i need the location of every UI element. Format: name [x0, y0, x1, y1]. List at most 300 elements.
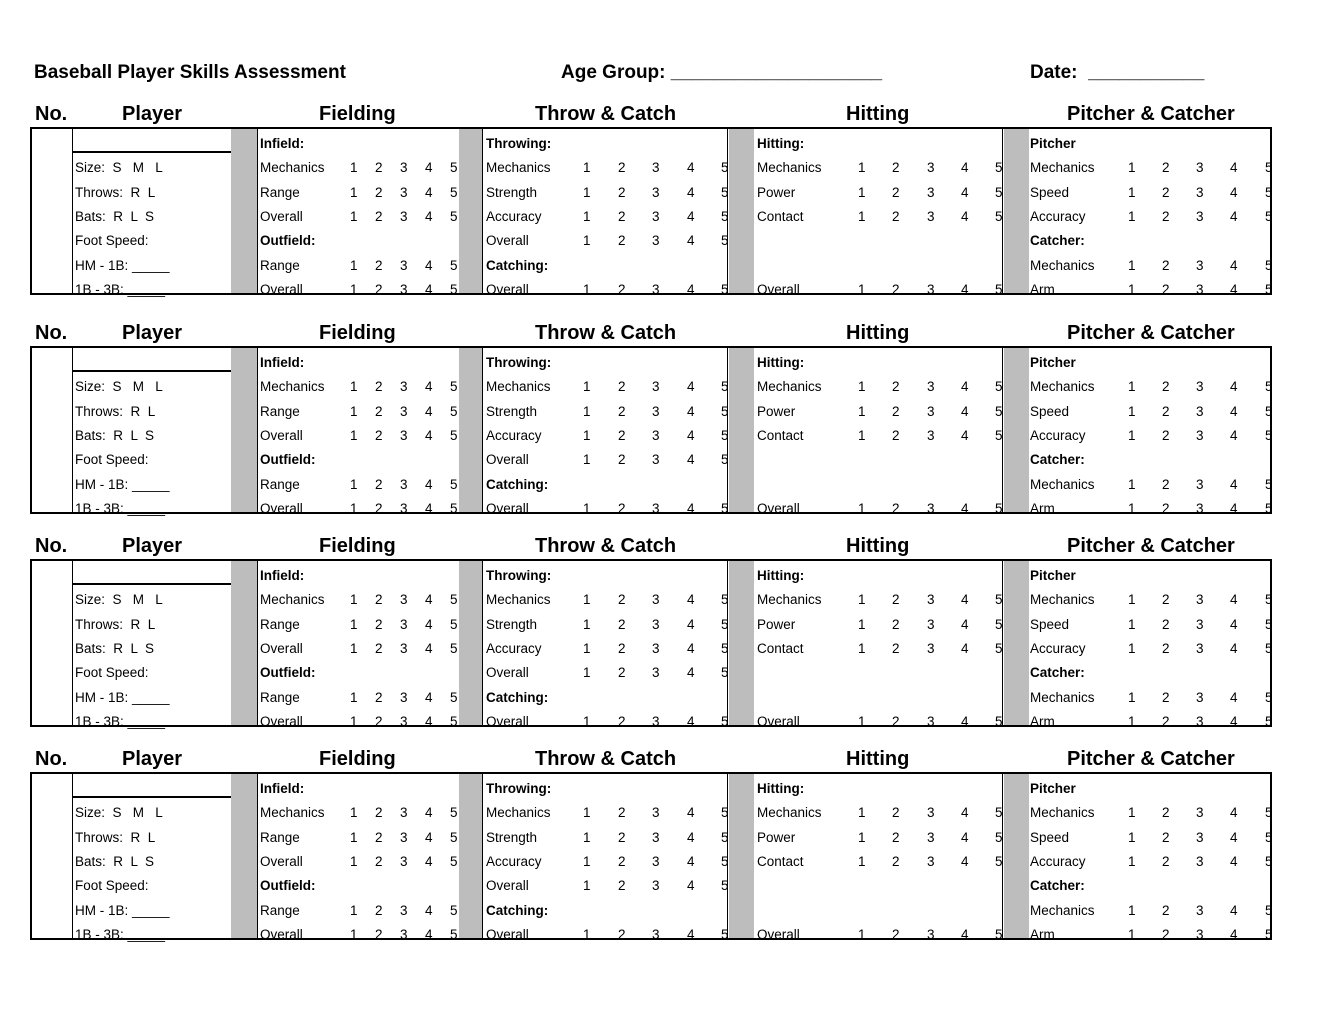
rating-option[interactable]: 5	[721, 501, 729, 516]
rating-option[interactable]: 4	[425, 592, 433, 607]
rating-option[interactable]: 4	[687, 714, 695, 729]
rating-option[interactable]: 3	[652, 379, 660, 394]
rating-option[interactable]: 5	[721, 714, 729, 729]
rating-option[interactable]: 1	[583, 665, 591, 680]
rating-option[interactable]: 4	[961, 428, 969, 443]
player-attribute[interactable]: Foot Speed:	[75, 452, 149, 467]
rating-option[interactable]: 1	[858, 805, 866, 820]
rating-option[interactable]: 4	[687, 501, 695, 516]
rating-option[interactable]: 5	[721, 878, 729, 893]
rating-option[interactable]: 5	[995, 404, 1003, 419]
rating-option[interactable]: 1	[1128, 209, 1136, 224]
rating-option[interactable]: 5	[995, 428, 1003, 443]
rating-option[interactable]: 2	[375, 830, 383, 845]
rating-option[interactable]: 1	[1128, 927, 1136, 942]
rating-option[interactable]: 2	[375, 690, 383, 705]
rating-option[interactable]: 5	[450, 258, 458, 273]
rating-option[interactable]: 5	[1265, 160, 1273, 175]
rating-option[interactable]: 3	[1196, 805, 1204, 820]
rating-option[interactable]: 3	[400, 379, 408, 394]
rating-option[interactable]: 2	[1162, 428, 1170, 443]
rating-option[interactable]: 4	[1230, 501, 1238, 516]
rating-option[interactable]: 4	[687, 854, 695, 869]
rating-option[interactable]: 1	[350, 830, 358, 845]
rating-option[interactable]: 4	[1230, 592, 1238, 607]
rating-option[interactable]: 4	[425, 854, 433, 869]
rating-option[interactable]: 1	[858, 854, 866, 869]
rating-option[interactable]: 2	[1162, 404, 1170, 419]
rating-option[interactable]: 4	[1230, 927, 1238, 942]
rating-option[interactable]: 5	[450, 501, 458, 516]
rating-option[interactable]: 1	[1128, 641, 1136, 656]
rating-option[interactable]: 2	[375, 282, 383, 297]
player-attribute[interactable]: Bats: R L S	[75, 428, 155, 443]
rating-option[interactable]: 5	[450, 185, 458, 200]
player-attribute[interactable]: HM - 1B: _____	[75, 477, 170, 492]
rating-option[interactable]: 1	[858, 282, 866, 297]
rating-option[interactable]: 3	[652, 714, 660, 729]
rating-option[interactable]: 3	[400, 617, 408, 632]
rating-option[interactable]: 3	[1196, 592, 1204, 607]
rating-option[interactable]: 3	[1196, 379, 1204, 394]
rating-option[interactable]: 2	[618, 830, 626, 845]
rating-option[interactable]: 4	[687, 233, 695, 248]
rating-option[interactable]: 1	[858, 209, 866, 224]
rating-option[interactable]: 1	[858, 617, 866, 632]
rating-option[interactable]: 4	[1230, 830, 1238, 845]
player-attribute[interactable]: HM - 1B: _____	[75, 690, 170, 705]
rating-option[interactable]: 4	[961, 209, 969, 224]
player-attribute[interactable]: Bats: R L S	[75, 854, 155, 869]
rating-option[interactable]: 3	[927, 209, 935, 224]
rating-option[interactable]: 1	[350, 805, 358, 820]
rating-option[interactable]: 4	[1230, 903, 1238, 918]
rating-option[interactable]: 3	[1196, 477, 1204, 492]
rating-option[interactable]: 2	[1162, 185, 1170, 200]
rating-option[interactable]: 1	[350, 477, 358, 492]
rating-option[interactable]: 2	[1162, 592, 1170, 607]
rating-option[interactable]: 4	[425, 428, 433, 443]
rating-option[interactable]: 3	[652, 209, 660, 224]
rating-option[interactable]: 4	[1230, 209, 1238, 224]
rating-option[interactable]: 5	[721, 209, 729, 224]
rating-option[interactable]: 5	[450, 690, 458, 705]
rating-option[interactable]: 5	[1265, 428, 1273, 443]
rating-option[interactable]: 3	[652, 282, 660, 297]
rating-option[interactable]: 1	[1128, 714, 1136, 729]
rating-option[interactable]: 5	[1265, 690, 1273, 705]
player-attribute[interactable]: HM - 1B: _____	[75, 258, 170, 273]
rating-option[interactable]: 1	[350, 854, 358, 869]
rating-option[interactable]: 4	[687, 160, 695, 175]
rating-option[interactable]: 2	[892, 404, 900, 419]
rating-option[interactable]: 4	[1230, 714, 1238, 729]
rating-option[interactable]: 1	[858, 185, 866, 200]
rating-option[interactable]: 2	[892, 501, 900, 516]
rating-option[interactable]: 2	[1162, 379, 1170, 394]
rating-option[interactable]: 4	[687, 209, 695, 224]
rating-option[interactable]: 3	[1196, 617, 1204, 632]
rating-option[interactable]: 4	[961, 830, 969, 845]
rating-option[interactable]: 5	[995, 282, 1003, 297]
rating-option[interactable]: 2	[1162, 258, 1170, 273]
rating-option[interactable]: 1	[350, 501, 358, 516]
rating-option[interactable]: 4	[425, 830, 433, 845]
rating-option[interactable]: 5	[450, 282, 458, 297]
rating-option[interactable]: 4	[961, 160, 969, 175]
rating-option[interactable]: 1	[1128, 185, 1136, 200]
rating-option[interactable]: 3	[1196, 209, 1204, 224]
rating-option[interactable]: 4	[687, 927, 695, 942]
rating-option[interactable]: 4	[425, 903, 433, 918]
rating-option[interactable]: 4	[1230, 379, 1238, 394]
rating-option[interactable]: 1	[1128, 805, 1136, 820]
rating-option[interactable]: 5	[721, 665, 729, 680]
rating-option[interactable]: 4	[1230, 641, 1238, 656]
rating-option[interactable]: 3	[652, 665, 660, 680]
rating-option[interactable]: 4	[961, 617, 969, 632]
date-field[interactable]: Date: ___________	[1030, 62, 1205, 83]
rating-option[interactable]: 4	[425, 501, 433, 516]
rating-option[interactable]: 2	[375, 428, 383, 443]
rating-option[interactable]: 3	[400, 185, 408, 200]
rating-option[interactable]: 4	[961, 282, 969, 297]
rating-option[interactable]: 3	[927, 641, 935, 656]
rating-option[interactable]: 3	[927, 592, 935, 607]
rating-option[interactable]: 4	[961, 592, 969, 607]
rating-option[interactable]: 3	[652, 927, 660, 942]
rating-option[interactable]: 5	[721, 592, 729, 607]
rating-option[interactable]: 2	[618, 854, 626, 869]
rating-option[interactable]: 4	[1230, 160, 1238, 175]
rating-option[interactable]: 1	[583, 854, 591, 869]
rating-option[interactable]: 3	[1196, 258, 1204, 273]
rating-option[interactable]: 5	[1265, 854, 1273, 869]
rating-option[interactable]: 4	[425, 927, 433, 942]
rating-option[interactable]: 2	[892, 714, 900, 729]
rating-option[interactable]: 2	[618, 379, 626, 394]
rating-option[interactable]: 2	[618, 714, 626, 729]
rating-option[interactable]: 3	[927, 185, 935, 200]
rating-option[interactable]: 3	[400, 690, 408, 705]
rating-option[interactable]: 2	[375, 805, 383, 820]
rating-option[interactable]: 2	[1162, 477, 1170, 492]
rating-option[interactable]: 3	[652, 185, 660, 200]
rating-option[interactable]: 5	[450, 927, 458, 942]
rating-option[interactable]: 5	[1265, 903, 1273, 918]
rating-option[interactable]: 1	[583, 452, 591, 467]
rating-option[interactable]: 4	[961, 501, 969, 516]
rating-option[interactable]: 1	[858, 714, 866, 729]
rating-option[interactable]: 3	[400, 854, 408, 869]
rating-option[interactable]: 5	[1265, 209, 1273, 224]
rating-option[interactable]: 1	[350, 903, 358, 918]
rating-option[interactable]: 5	[721, 617, 729, 632]
rating-option[interactable]: 3	[400, 501, 408, 516]
rating-option[interactable]: 5	[721, 805, 729, 820]
player-attribute[interactable]: Size: S M L	[75, 160, 163, 175]
rating-option[interactable]: 5	[450, 617, 458, 632]
rating-option[interactable]: 1	[1128, 830, 1136, 845]
rating-option[interactable]: 2	[618, 501, 626, 516]
player-name-field[interactable]	[72, 151, 231, 153]
player-name-field[interactable]	[72, 370, 231, 372]
rating-option[interactable]: 5	[1265, 379, 1273, 394]
rating-option[interactable]: 5	[721, 452, 729, 467]
rating-option[interactable]: 5	[995, 185, 1003, 200]
rating-option[interactable]: 2	[1162, 641, 1170, 656]
rating-option[interactable]: 2	[375, 160, 383, 175]
rating-option[interactable]: 2	[1162, 617, 1170, 632]
rating-option[interactable]: 1	[858, 428, 866, 443]
rating-option[interactable]: 2	[892, 830, 900, 845]
rating-option[interactable]: 2	[1162, 854, 1170, 869]
rating-option[interactable]: 3	[652, 501, 660, 516]
rating-option[interactable]: 5	[450, 805, 458, 820]
rating-option[interactable]: 4	[425, 282, 433, 297]
rating-option[interactable]: 1	[1128, 903, 1136, 918]
rating-option[interactable]: 2	[618, 641, 626, 656]
rating-option[interactable]: 4	[1230, 404, 1238, 419]
rating-option[interactable]: 2	[892, 805, 900, 820]
rating-option[interactable]: 1	[858, 830, 866, 845]
player-attribute[interactable]: HM - 1B: _____	[75, 903, 170, 918]
rating-option[interactable]: 3	[927, 927, 935, 942]
rating-option[interactable]: 4	[425, 185, 433, 200]
rating-option[interactable]: 2	[375, 209, 383, 224]
rating-option[interactable]: 4	[1230, 258, 1238, 273]
rating-option[interactable]: 2	[618, 160, 626, 175]
rating-option[interactable]: 3	[652, 617, 660, 632]
rating-option[interactable]: 1	[1128, 282, 1136, 297]
rating-option[interactable]: 2	[375, 404, 383, 419]
rating-option[interactable]: 4	[1230, 477, 1238, 492]
rating-option[interactable]: 2	[375, 379, 383, 394]
player-attribute[interactable]: Throws: R L	[75, 404, 156, 419]
rating-option[interactable]: 4	[425, 617, 433, 632]
rating-option[interactable]: 5	[721, 185, 729, 200]
rating-option[interactable]: 1	[350, 641, 358, 656]
rating-option[interactable]: 2	[618, 428, 626, 443]
rating-option[interactable]: 3	[927, 404, 935, 419]
rating-option[interactable]: 1	[583, 927, 591, 942]
rating-option[interactable]: 1	[583, 617, 591, 632]
player-attribute[interactable]: Foot Speed:	[75, 878, 149, 893]
rating-option[interactable]: 4	[687, 185, 695, 200]
rating-option[interactable]: 1	[858, 379, 866, 394]
rating-option[interactable]: 2	[892, 927, 900, 942]
rating-option[interactable]: 1	[858, 641, 866, 656]
rating-option[interactable]: 4	[1230, 617, 1238, 632]
rating-option[interactable]: 3	[927, 830, 935, 845]
rating-option[interactable]: 1	[1128, 379, 1136, 394]
rating-option[interactable]: 5	[1265, 404, 1273, 419]
rating-option[interactable]: 2	[892, 209, 900, 224]
rating-option[interactable]: 4	[1230, 282, 1238, 297]
rating-option[interactable]: 4	[425, 160, 433, 175]
rating-option[interactable]: 4	[961, 404, 969, 419]
rating-option[interactable]: 3	[927, 428, 935, 443]
rating-option[interactable]: 5	[721, 404, 729, 419]
rating-option[interactable]: 3	[1196, 830, 1204, 845]
rating-option[interactable]: 3	[400, 258, 408, 273]
rating-option[interactable]: 1	[583, 282, 591, 297]
rating-option[interactable]: 5	[995, 160, 1003, 175]
rating-option[interactable]: 2	[1162, 501, 1170, 516]
rating-option[interactable]: 3	[400, 404, 408, 419]
rating-option[interactable]: 4	[1230, 185, 1238, 200]
rating-option[interactable]: 3	[1196, 690, 1204, 705]
rating-option[interactable]: 5	[450, 428, 458, 443]
rating-option[interactable]: 3	[400, 641, 408, 656]
rating-option[interactable]: 1	[583, 404, 591, 419]
rating-option[interactable]: 3	[400, 209, 408, 224]
rating-option[interactable]: 2	[892, 428, 900, 443]
rating-option[interactable]: 3	[1196, 903, 1204, 918]
rating-option[interactable]: 5	[1265, 501, 1273, 516]
rating-option[interactable]: 5	[450, 592, 458, 607]
rating-option[interactable]: 5	[995, 501, 1003, 516]
rating-option[interactable]: 4	[961, 641, 969, 656]
rating-option[interactable]: 1	[1128, 501, 1136, 516]
rating-option[interactable]: 5	[995, 830, 1003, 845]
rating-option[interactable]: 2	[618, 233, 626, 248]
rating-option[interactable]: 1	[1128, 592, 1136, 607]
rating-option[interactable]: 2	[1162, 160, 1170, 175]
rating-option[interactable]: 1	[583, 233, 591, 248]
rating-option[interactable]: 1	[583, 641, 591, 656]
rating-option[interactable]: 5	[995, 209, 1003, 224]
rating-option[interactable]: 5	[1265, 592, 1273, 607]
rating-option[interactable]: 1	[350, 379, 358, 394]
rating-option[interactable]: 1	[583, 714, 591, 729]
rating-option[interactable]: 2	[375, 592, 383, 607]
rating-option[interactable]: 3	[400, 830, 408, 845]
player-attribute[interactable]: 1B - 3B: _____	[75, 714, 166, 729]
rating-option[interactable]: 2	[618, 665, 626, 680]
player-attribute[interactable]: Bats: R L S	[75, 641, 155, 656]
rating-option[interactable]: 3	[400, 160, 408, 175]
rating-option[interactable]: 4	[1230, 854, 1238, 869]
rating-option[interactable]: 1	[350, 258, 358, 273]
rating-option[interactable]: 1	[350, 428, 358, 443]
rating-option[interactable]: 2	[375, 617, 383, 632]
rating-option[interactable]: 2	[1162, 714, 1170, 729]
rating-option[interactable]: 4	[687, 452, 695, 467]
player-attribute[interactable]: Foot Speed:	[75, 233, 149, 248]
rating-option[interactable]: 3	[400, 805, 408, 820]
rating-option[interactable]: 2	[892, 160, 900, 175]
rating-option[interactable]: 4	[961, 185, 969, 200]
rating-option[interactable]: 4	[425, 379, 433, 394]
rating-option[interactable]: 2	[375, 258, 383, 273]
rating-option[interactable]: 5	[995, 927, 1003, 942]
rating-option[interactable]: 4	[961, 805, 969, 820]
rating-option[interactable]: 4	[425, 404, 433, 419]
rating-option[interactable]: 3	[400, 592, 408, 607]
rating-option[interactable]: 1	[858, 927, 866, 942]
rating-option[interactable]: 3	[927, 379, 935, 394]
rating-option[interactable]: 5	[721, 160, 729, 175]
rating-option[interactable]: 3	[927, 714, 935, 729]
rating-option[interactable]: 5	[721, 854, 729, 869]
rating-option[interactable]: 2	[1162, 927, 1170, 942]
rating-option[interactable]: 2	[892, 379, 900, 394]
rating-option[interactable]: 5	[995, 854, 1003, 869]
rating-option[interactable]: 4	[425, 477, 433, 492]
rating-option[interactable]: 1	[583, 379, 591, 394]
rating-option[interactable]: 4	[687, 878, 695, 893]
rating-option[interactable]: 1	[1128, 617, 1136, 632]
rating-option[interactable]: 1	[1128, 404, 1136, 419]
rating-option[interactable]: 2	[618, 617, 626, 632]
player-name-field[interactable]	[72, 796, 231, 798]
rating-option[interactable]: 2	[892, 854, 900, 869]
rating-option[interactable]: 3	[1196, 404, 1204, 419]
rating-option[interactable]: 3	[400, 927, 408, 942]
rating-option[interactable]: 1	[350, 714, 358, 729]
rating-option[interactable]: 5	[721, 830, 729, 845]
rating-option[interactable]: 5	[1265, 714, 1273, 729]
rating-option[interactable]: 4	[687, 641, 695, 656]
rating-option[interactable]: 4	[425, 714, 433, 729]
player-attribute[interactable]: Foot Speed:	[75, 665, 149, 680]
rating-option[interactable]: 4	[1230, 428, 1238, 443]
rating-option[interactable]: 1	[350, 404, 358, 419]
rating-option[interactable]: 2	[892, 641, 900, 656]
rating-option[interactable]: 4	[425, 805, 433, 820]
rating-option[interactable]: 1	[1128, 854, 1136, 869]
rating-option[interactable]: 4	[961, 854, 969, 869]
rating-option[interactable]: 2	[375, 927, 383, 942]
rating-option[interactable]: 1	[858, 160, 866, 175]
rating-option[interactable]: 5	[1265, 282, 1273, 297]
rating-option[interactable]: 3	[652, 878, 660, 893]
rating-option[interactable]: 5	[450, 903, 458, 918]
rating-option[interactable]: 2	[892, 617, 900, 632]
rating-option[interactable]: 1	[583, 830, 591, 845]
rating-option[interactable]: 5	[995, 592, 1003, 607]
rating-option[interactable]: 2	[1162, 209, 1170, 224]
rating-option[interactable]: 4	[687, 805, 695, 820]
rating-option[interactable]: 3	[927, 854, 935, 869]
rating-option[interactable]: 2	[375, 641, 383, 656]
rating-option[interactable]: 4	[425, 690, 433, 705]
rating-option[interactable]: 1	[583, 878, 591, 893]
rating-option[interactable]: 2	[1162, 830, 1170, 845]
rating-option[interactable]: 3	[652, 830, 660, 845]
rating-option[interactable]: 3	[652, 452, 660, 467]
rating-option[interactable]: 2	[375, 903, 383, 918]
rating-option[interactable]: 1	[858, 592, 866, 607]
rating-option[interactable]: 2	[1162, 282, 1170, 297]
rating-option[interactable]: 5	[721, 927, 729, 942]
rating-option[interactable]: 4	[687, 617, 695, 632]
rating-option[interactable]: 3	[1196, 714, 1204, 729]
rating-option[interactable]: 3	[1196, 428, 1204, 443]
rating-option[interactable]: 5	[1265, 927, 1273, 942]
rating-option[interactable]: 3	[1196, 854, 1204, 869]
rating-option[interactable]: 1	[858, 404, 866, 419]
rating-option[interactable]: 3	[927, 617, 935, 632]
rating-option[interactable]: 5	[450, 641, 458, 656]
player-attribute[interactable]: 1B - 3B: _____	[75, 927, 166, 942]
rating-option[interactable]: 4	[425, 641, 433, 656]
rating-option[interactable]: 3	[652, 641, 660, 656]
rating-option[interactable]: 2	[618, 592, 626, 607]
rating-option[interactable]: 2	[1162, 805, 1170, 820]
rating-option[interactable]: 4	[687, 428, 695, 443]
